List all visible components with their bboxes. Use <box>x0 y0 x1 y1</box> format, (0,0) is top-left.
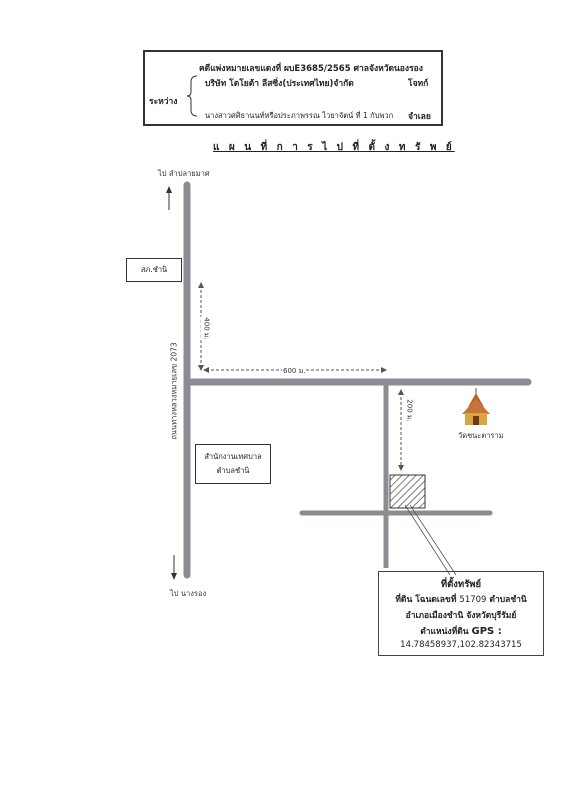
highway-label: ถนนทางหลวงหมายเลข 2073 <box>169 342 179 440</box>
gps-line <box>379 624 543 638</box>
plaintiff-name: บริษัท โตโยต้า ลีสซิ่ง(ประเทศไทย)จำกัด <box>205 79 354 89</box>
property-info-box <box>378 571 544 656</box>
property-deed-line <box>379 592 543 606</box>
defendant-name: นางสาวศศิธานนท์หรือประภาพรรณ ไวยาจัตน์ ที่ 1 กับพวก <box>205 111 394 120</box>
map-title: แ ผ น ที่ ก า ร ไ ป ที่ ตั้ ง ท รั พ ย์ <box>213 142 455 153</box>
temple-icon <box>462 388 490 425</box>
north-direction-label: ไป ลำปลายมาศ <box>158 169 210 178</box>
temple-label: วัดชนะตาราม <box>458 431 504 440</box>
subdistrict: ตำบลชำนิ <box>489 595 527 605</box>
police-station-label: สภ.ชำนิ <box>140 265 168 274</box>
between-label: ระหว่าง <box>149 97 178 107</box>
property-parcel <box>390 475 425 508</box>
defendant-role: จำเลย <box>408 112 431 122</box>
distance-400-label: 400 ม. <box>202 317 211 340</box>
distance-200-label: 200 ม. <box>405 399 414 422</box>
property-title: ที่ตั้งทรัพย์ <box>440 579 482 590</box>
deed-number: 51709 <box>459 595 487 605</box>
office-label-line1: สำนักงานเทศบาล <box>204 452 262 461</box>
plaintiff-role: โจทก์ <box>408 79 429 89</box>
south-direction-label: ไป นางรอง <box>170 589 207 598</box>
deed-label: ที่ดิน โฉนดเลขที่ <box>395 595 457 605</box>
gps-label: ตำแหน่งที่ดิน <box>420 627 469 637</box>
case-number-line: คดีแพ่งหมายเลขแดงที่ ผบE3685/2565 ศาลจังหวัดนองรอง <box>199 64 423 74</box>
district-line: อำเภอเมืองชำนิ จังหวัดบุรีรัมย์ <box>405 611 517 621</box>
police-station-box <box>126 258 182 282</box>
gps-coordinates: 14.78458937,102.82343715 <box>400 640 522 650</box>
distance-600-label: 600 ม. <box>283 367 306 375</box>
office-label-line2: ตำบลชำนิ <box>216 466 250 475</box>
municipal-office-box <box>195 444 271 484</box>
gps-tag: GPS : <box>471 626 502 637</box>
